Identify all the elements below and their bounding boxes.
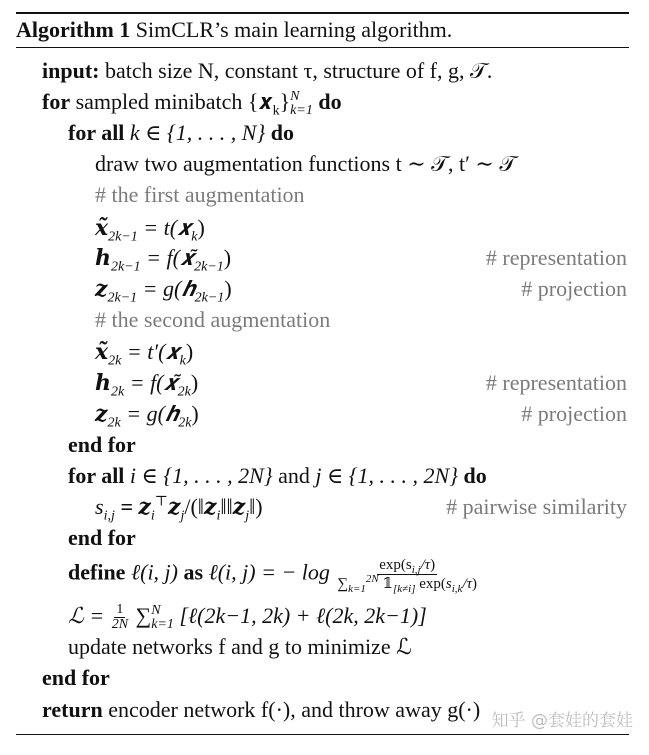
return-text: encoder network f(·), and throw away g(·) — [108, 697, 481, 722]
for-minibatch-line — [42, 87, 342, 118]
return-keyword: return — [42, 697, 103, 722]
for-sup: N — [290, 88, 300, 104]
define-rhs: ℓ(i, j) = − log — [208, 559, 330, 585]
z-1: 𝒛 — [95, 276, 108, 301]
input-keyword: input: — [42, 58, 100, 83]
similarity-line: $s_{i,j}$ = 𝒛$_i$⊤𝒛$_j$/(‖𝒛$_i$‖‖𝒛$_j$‖) — [95, 494, 263, 524]
for-sub: k — [272, 103, 280, 119]
x-tilde-1: 𝒙̃ — [95, 215, 109, 240]
x-tilde-1-sub: 2k−1 — [108, 229, 138, 245]
forall-keyword: for all — [68, 120, 125, 145]
input-line — [42, 56, 492, 86]
algorithm-name: SimCLR’s main learning algorithm. — [135, 17, 453, 42]
x-second-line: $𝒙̃_{2k}$ = t′(𝒙$_k$) — [95, 339, 194, 369]
comment-representation-1: # representation — [485, 245, 627, 270]
for-text: sampled minibatch {𝒙 — [75, 89, 273, 114]
x-second-rhs: = t′(𝒙 — [126, 339, 180, 364]
h-1: 𝒉 — [95, 245, 111, 270]
comment-first-aug: # the first augmentation — [95, 182, 305, 207]
input-text: batch size N, constant τ, structure of f, g, 𝒯. — [104, 58, 493, 83]
z-second-line: 𝒛$_{2k}$ = g(𝒉$_{2k}$) — [95, 401, 199, 431]
loss-scale-fraction: $\frac{1}{2N}$ — [111, 602, 129, 633]
h-first-rhs: = f(𝒙̃ — [146, 245, 195, 270]
comment-second-aug: # the second augmentation — [95, 307, 331, 332]
watermark: 知乎 @套娃的套娃 — [491, 711, 633, 731]
forall-i-text: i ∈ {1, . . . , 2N} — [129, 463, 273, 488]
end-for-outer: end for — [42, 665, 110, 690]
comment-projection-1: # projection — [521, 276, 627, 301]
update-line: update networks f and g to minimize ℒ — [68, 634, 412, 659]
loss-lhs: ℒ = — [68, 603, 105, 628]
as-keyword: as — [183, 559, 204, 585]
comment-pairwise-similarity: # pairwise similarity — [446, 494, 627, 519]
sim-rhs: = 𝒛 — [120, 494, 151, 519]
return-line — [42, 695, 480, 725]
loss-numerator: $\exp(s_{i,j}/\tau)$ — [379, 557, 436, 576]
do-keyword-2: do — [270, 120, 294, 145]
for-keyword: for — [42, 89, 71, 114]
h-first-line: 𝒉$_{2k-1}$ = $f(𝒙̃_{2k-1})$ — [95, 245, 232, 275]
for-close: } — [279, 89, 291, 114]
h-second-line: 𝒉$_{2k}$ = $f(𝒙̃_{2k})$ — [95, 370, 199, 400]
end-for-inner-1: end for — [68, 432, 136, 457]
algorithm-title — [16, 15, 452, 45]
total-loss-line: ℒ = $\frac{1}{2N}$ ∑ N k=1 [ℓ(2k−1, 2k) + ℓ(2k, 2k−1)] — [68, 602, 427, 633]
comment-projection-2: # projection — [521, 401, 627, 426]
loss-tail: [ℓ(2k−1, 2k) + ℓ(2k, 2k−1)] — [179, 603, 427, 628]
loss-denominator: $\sum_{k=1}^{2N}$ $𝟙_{[k\ne i]}$ $\exp(s_{i,k}/\tau)$ — [337, 573, 477, 595]
define-line — [68, 556, 479, 593]
define-keyword: define — [68, 559, 126, 585]
forall-k-line — [68, 118, 294, 148]
bottom-rule — [16, 734, 629, 735]
z-1-sub: 2k−1 — [107, 290, 138, 306]
loss-fraction — [335, 556, 479, 593]
draw-text: draw two augmentation functions t ∼ 𝒯, t′ ∼ 𝒯 — [95, 151, 517, 176]
loss-sum: ∑ — [135, 603, 152, 628]
end-for-inner-2: end for — [68, 525, 136, 550]
for-sub2: k=1 — [290, 102, 313, 118]
title-rule — [16, 47, 629, 48]
draw-line — [95, 149, 516, 179]
define-lhs: ℓ(i, j) — [130, 559, 178, 585]
forall-ij-line: for all i ∈ {1, . . . , 2N} and j ∈ {1, . . . , 2N} do — [68, 463, 487, 488]
sim-lhs: s — [95, 494, 104, 519]
comment-representation-2: # representation — [485, 370, 627, 395]
top-rule — [16, 12, 629, 14]
and-text: and — [278, 463, 310, 488]
z-first-rhs: = g(𝒉 — [142, 276, 195, 301]
forall-k-text: k ∈ {1, . . . , N} — [129, 120, 266, 145]
h-1-sub: 2k−1 — [111, 259, 141, 275]
algorithm-label: Algorithm 1 — [16, 17, 131, 42]
z-first-line: 𝒛$_{2k-1}$ = g(𝒉$_{2k-1}$) — [95, 276, 232, 306]
x-first-rhs: = t(𝒙 — [143, 215, 192, 240]
do-keyword: do — [318, 89, 342, 114]
x-first-line: $𝒙̃_{2k-1}$ = t(𝒙$_k$) — [95, 215, 205, 245]
forall-j-text: j ∈ {1, . . . , 2N} — [315, 463, 459, 488]
